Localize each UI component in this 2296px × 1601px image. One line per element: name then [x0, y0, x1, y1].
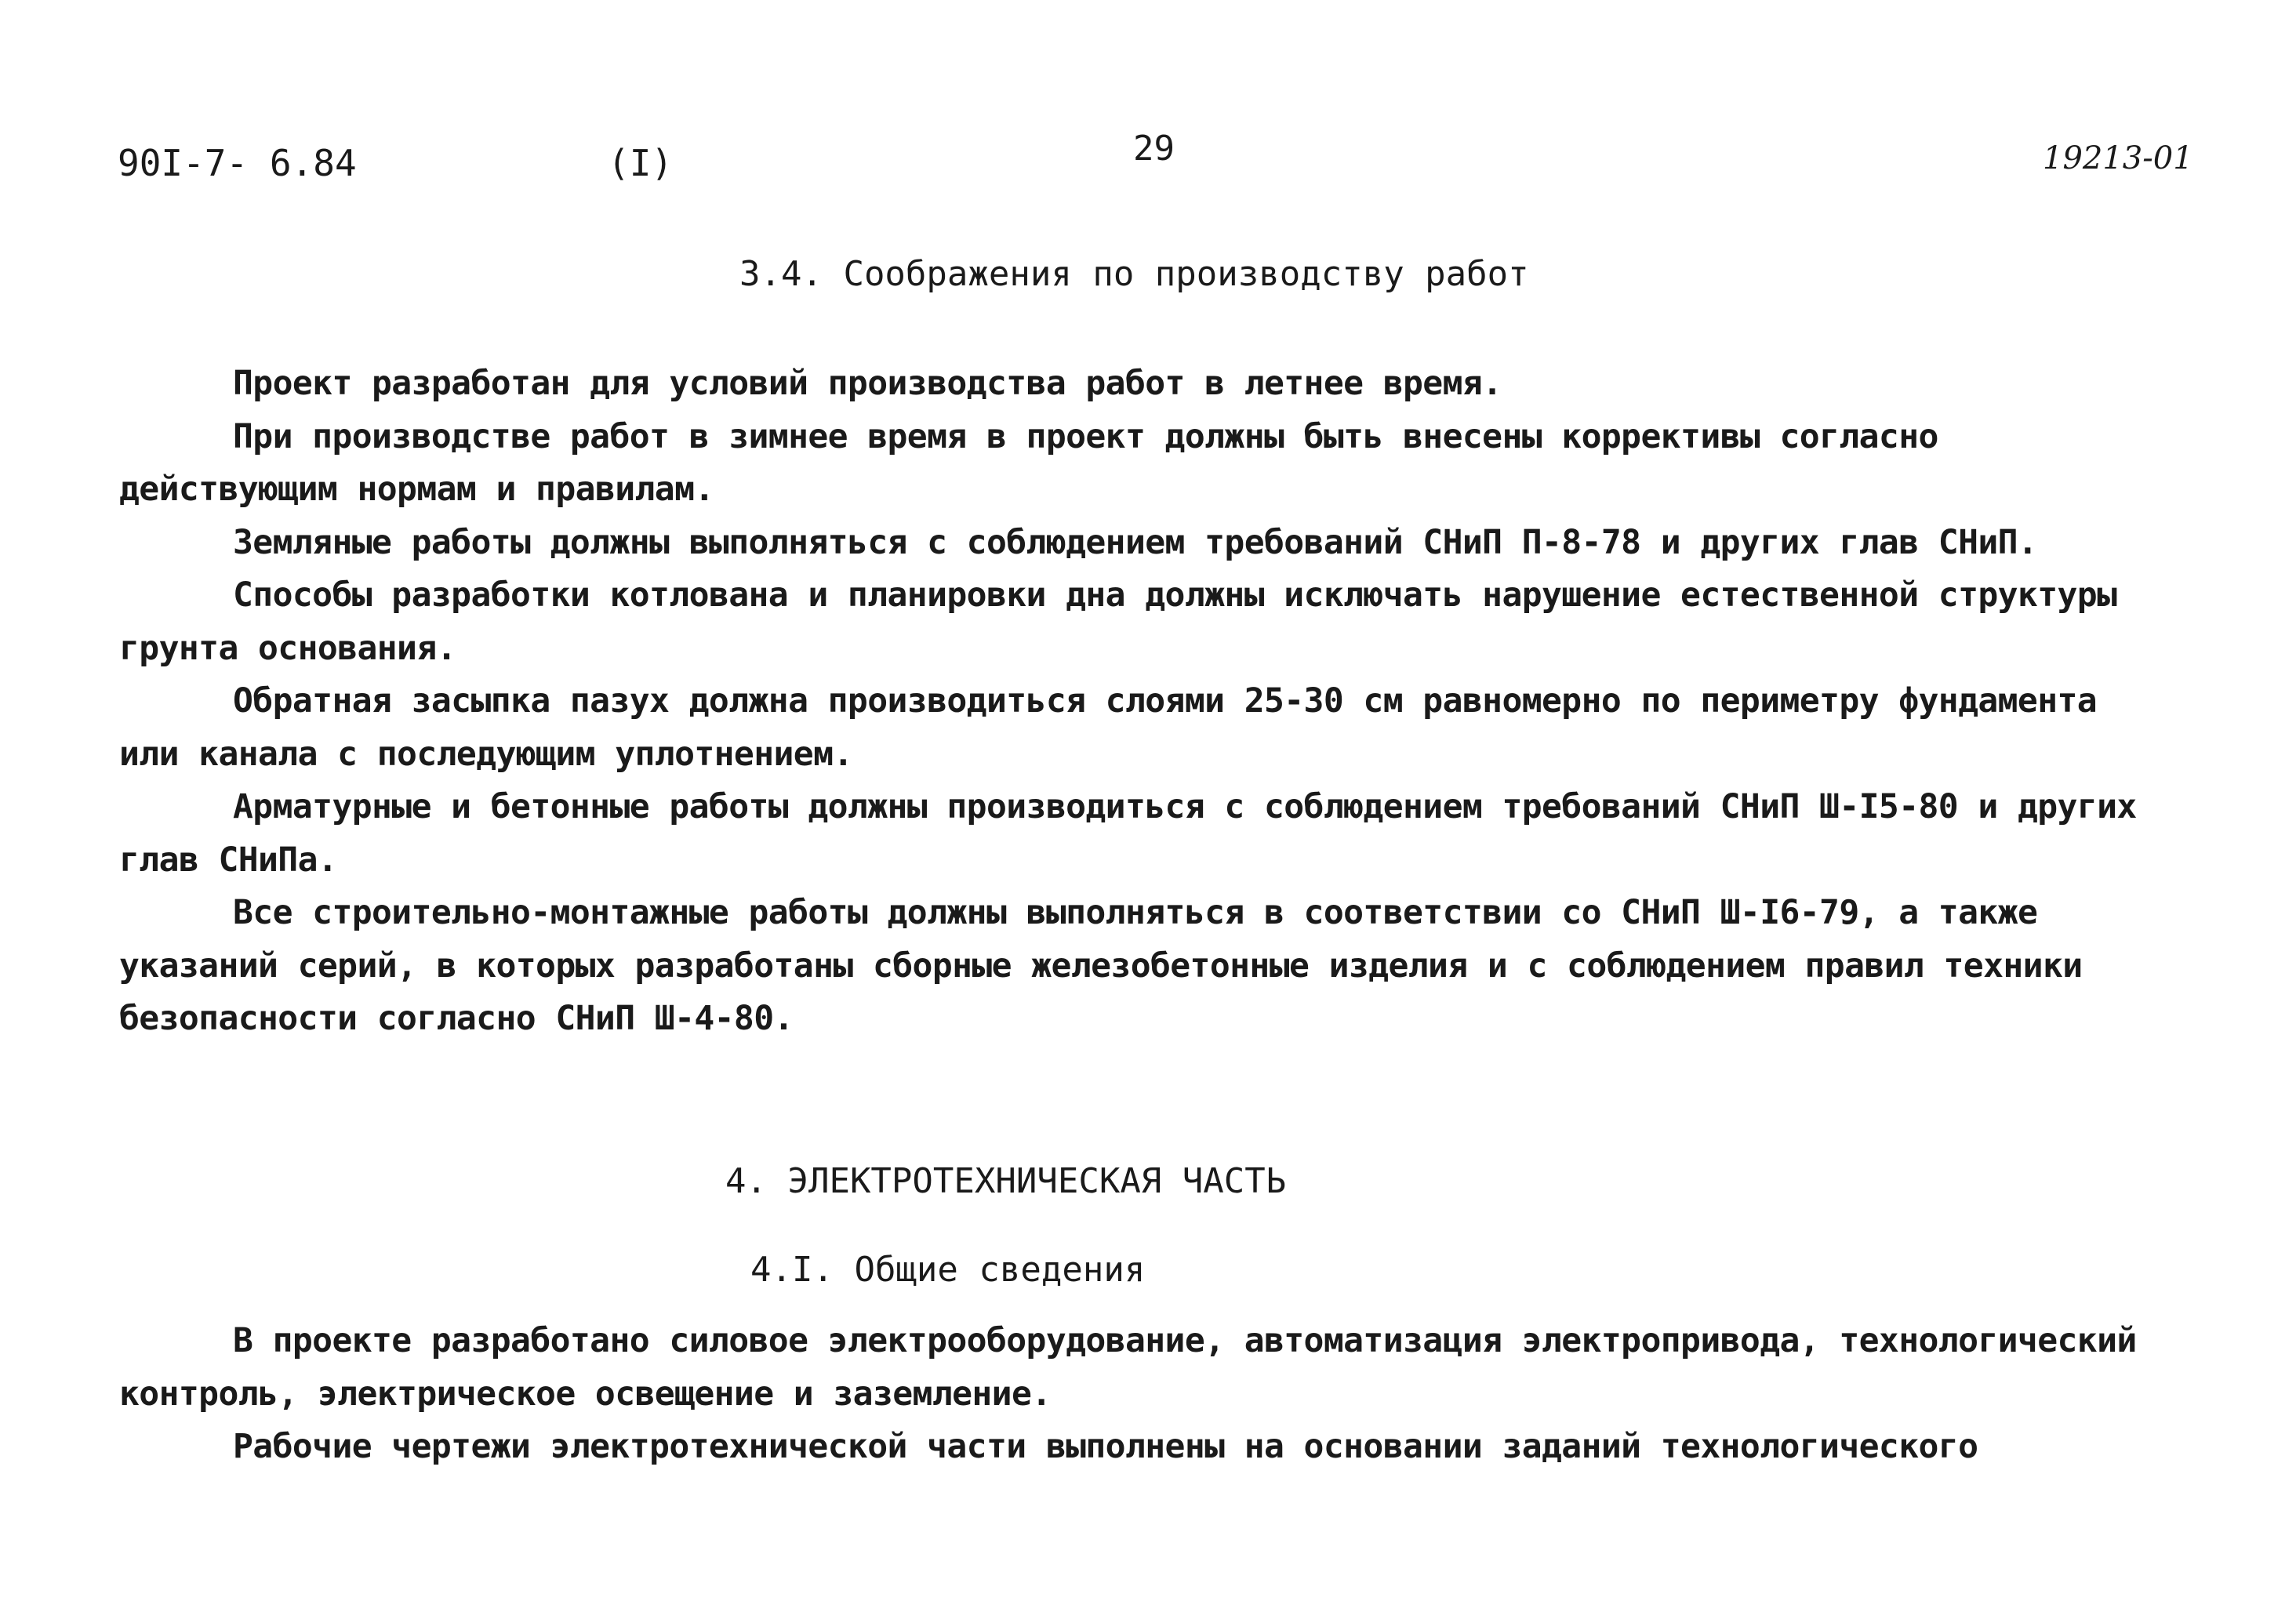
- paragraph: Земляные работы должны выполняться с соблюдением требований СНиП П-8-78 и других глав СНиП.: [233, 522, 2038, 562]
- paragraph: Все строительно-монтажные работы должны выполняться в соответствии со СНиП Ш-I6-79, а также указаний серий, в которых разработаны сборные железобетонные изделия и с соблюдением правил техники безопасности согласно СНиП Ш-4-80.: [119, 893, 2083, 1038]
- section-3-4-heading: 3.4. Соображения по производству работ: [739, 254, 1529, 294]
- inventory-number: 19213-01: [2043, 140, 2193, 176]
- paragraph: Способы разработки котлована и планировки дна должны исключать нарушение естественной структуры грунта основания.: [119, 575, 2117, 668]
- document-code: 90I-7- 6.84: [118, 142, 357, 184]
- section-4-heading: 4. ЭЛЕКТРОТЕХНИЧЕСКАЯ ЧАСТЬ: [725, 1161, 1287, 1201]
- section-4-1-body: [119, 1315, 2174, 1474]
- paragraph: При производстве работ в зимнее время в проект должны быть внесены коррективы согласно действующим нормам и правилам.: [119, 416, 1938, 509]
- paragraph: Обратная засыпка пазух должна производиться слоями 25-30 см равномерно по периметру фундамента или канала с последующим уплотнением.: [119, 681, 2098, 774]
- page-number: 29: [1133, 129, 1175, 169]
- paragraph: Арматурные и бетонные работы должны производиться с соблюдением требований СНиП Ш-I5-80 и других глав СНиПа.: [119, 787, 2137, 880]
- paragraph: Рабочие чертежи электротехнической части выполнены на основании заданий технологического: [233, 1427, 1978, 1466]
- paragraph: Проект разработан для условий производства работ в летнее время.: [233, 364, 1502, 403]
- paragraph: В проекте разработано силовое электрооборудование, автоматизация электропривода, технологический контроль, электрическое освещение и заземление.: [119, 1321, 2137, 1414]
- section-3-4-body: [119, 358, 2174, 1046]
- part-number: (I): [608, 142, 674, 184]
- section-4-1-heading: 4.I. Общие сведения: [750, 1250, 1146, 1290]
